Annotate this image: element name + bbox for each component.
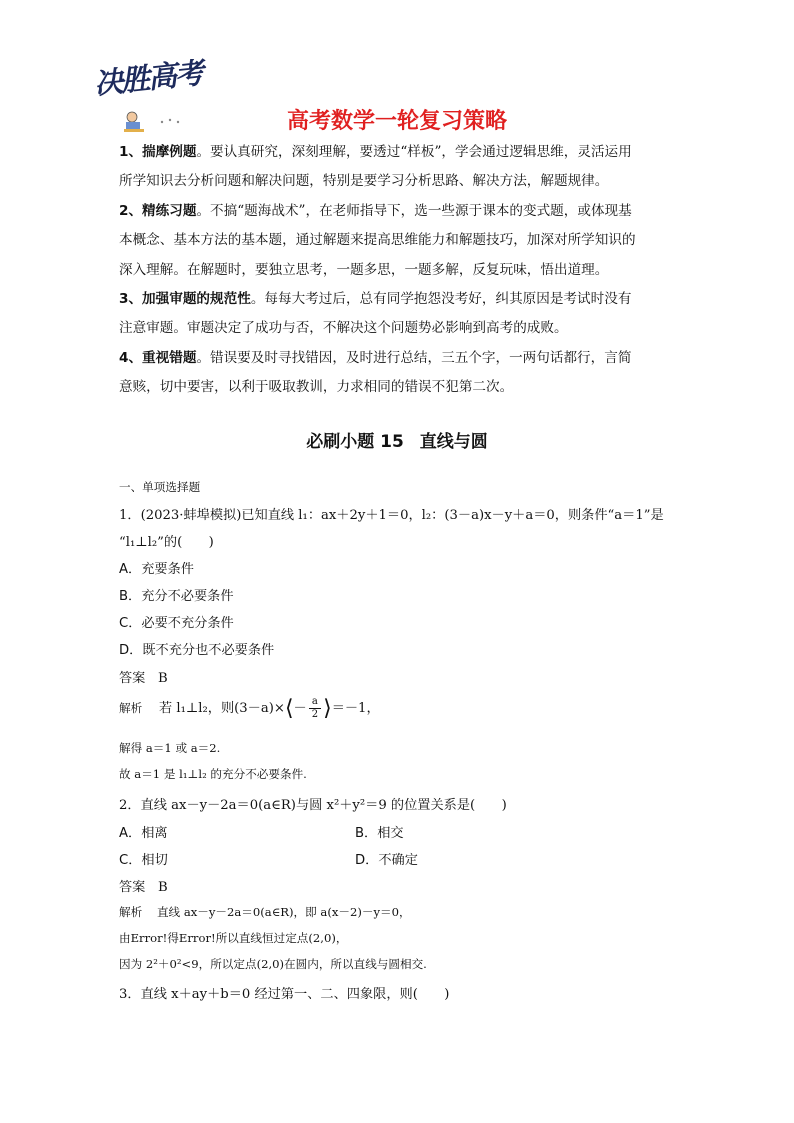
analysis-label: 解析 [119, 905, 143, 919]
strategy-4 [119, 344, 679, 403]
strategy-text: 。每每大考过后，总有同学抱怨没考好，纠其原因是考试时没有 [250, 291, 632, 307]
main-title: 高考数学一轮复习策略 [286, 109, 507, 134]
category-heading: 一、单项选择题 [119, 480, 201, 494]
q1-option-c: C．必要不充分条件 [119, 616, 234, 631]
strategy-text: 所学知识去分析问题和解决问题，特别是要学习分析思路、解决方法，解题规律。 [119, 173, 609, 190]
frac-sign: － [293, 701, 307, 716]
q1-stem-cont: “l₁⊥l₂”的( ) [119, 535, 214, 550]
strategy-text: 意赅，切中要害，以利于吸取教训，力求相同的错误不犯第二次。 [119, 379, 514, 396]
q2-analysis-line: 因为 2²＋0²<9，所以定点(2,0)在圆内，所以直线与圆相交. [119, 957, 427, 971]
q1-option-a: A．充要条件 [119, 562, 194, 577]
section-title [0, 427, 794, 452]
q2-stem: 2．直线 ax－y－2a＝0(a∈R)与圆 x²＋y²＝9 的位置关系是( ) [119, 798, 507, 813]
q2-option-c: C．相切 [119, 853, 168, 868]
frac-numerator: a [309, 696, 321, 709]
analysis-label: 解析 [119, 701, 143, 715]
section-number: 必刷小题 15 [306, 432, 404, 452]
q1-answer [119, 667, 168, 686]
answer-value: B [157, 671, 168, 686]
strategy-text: 本概念、基本方法的基本题，通过解题来提高思维能力和解题技巧，加深对所学知识的 [119, 232, 636, 249]
strategy-text: 。要认真研究，深刻理解，要透过“样板”，学会通过逻辑思维，灵活运用 [196, 144, 632, 160]
strategy-text: 。错误要及时寻找错因，及时进行总结，三五个字，一两句话都行，言简 [196, 350, 632, 366]
frac-denominator: 2 [311, 709, 319, 720]
q2-option-a: A．相离 [119, 826, 168, 841]
q3-stem: 3．直线 x＋ay＋b＝0 经过第一、二、四象限，则( ) [119, 987, 450, 1002]
strategy-heading: 1、揣摩例题 [119, 144, 197, 160]
analysis-text: 若 l₁⊥l₂，则(3－a)× [158, 701, 285, 716]
strategy-text: 注意审题。审题决定了成功与否，不解决这个问题势必影响到高考的成败。 [119, 320, 568, 337]
logo-text: 决胜高考 [92, 55, 204, 101]
strategy-1 [119, 138, 679, 197]
answer-label: 答案 [119, 880, 146, 895]
strategy-2 [119, 197, 679, 285]
q1-option-d: D．既不充分也不必要条件 [119, 643, 275, 658]
q2-analysis-line: 由Error!得Error!所以直线恒过定点(2,0)， [119, 931, 348, 945]
strategy-heading: 2、精练习题 [119, 203, 197, 219]
q1-conclusion: 故 a＝1 是 l₁⊥l₂ 的充分不必要条件. [119, 767, 307, 781]
q1-stem: 1．(2023·蚌埠模拟)已知直线 l₁：ax＋2y＋1＝0，l₂：(3－a)x－y＋a＝0，则条件“a＝1”是 [119, 508, 664, 523]
strategy-3 [119, 285, 679, 344]
q1-analysis: 解析 若 l₁⊥l₂，则(3－a)×⟨－ $\frac{a}{2}$ ⟩＝－1， [119, 696, 380, 721]
analysis-text: ＝－1， [331, 701, 380, 716]
strategy-heading: 3、加强审题的规范性 [119, 291, 251, 307]
q2-analysis [119, 904, 411, 920]
strategy-heading: 4、重视错题 [119, 350, 197, 366]
q2-option-d: D．不确定 [355, 853, 418, 868]
answer-value: B [157, 880, 168, 895]
section-topic: 直线与圆 [419, 432, 488, 452]
q1-solve: 解得 a＝1 或 a＝2. [119, 741, 221, 755]
analysis-text: 直线 ax－y－2a＝0(a∈R)，即 a(x－2)－y＝0， [156, 905, 411, 919]
q2-answer [119, 876, 168, 895]
answer-label: 答案 [119, 671, 146, 686]
q1-option-b: B．充分不必要条件 [119, 589, 234, 604]
q2-option-b: B．相交 [355, 826, 404, 841]
strategy-text: 深入理解。在解题时，要独立思考，一题多思，一题多解，反复玩味，悟出道理。 [119, 261, 609, 278]
strategy-text: 。不搞“题海战术”，在老师指导下，选一些源于课本的变式题，或体现基 [196, 203, 632, 219]
fraction [309, 696, 321, 721]
